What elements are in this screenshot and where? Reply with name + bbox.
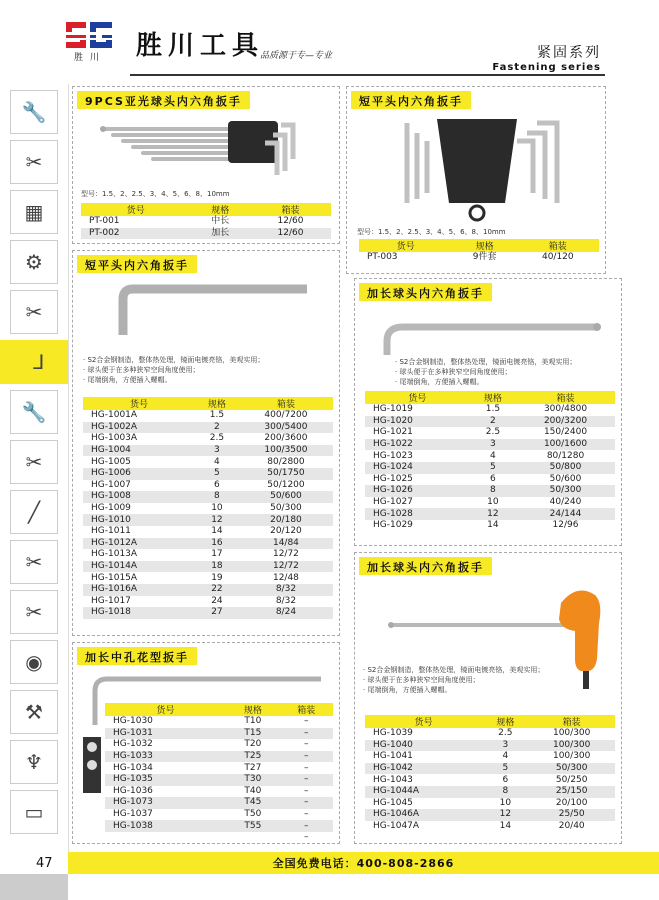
cell-spec: 10 xyxy=(487,497,499,508)
cell-spec: 2.5 xyxy=(209,433,225,444)
cell-item-no: HG-1012A xyxy=(83,538,195,550)
cell-spec: 24 xyxy=(211,595,223,606)
cell-pack: 40/240 xyxy=(549,497,582,508)
cell-item-no: HG-1041 xyxy=(373,751,413,762)
pliers-icon[interactable]: ✂ xyxy=(10,140,58,184)
cell-item-no: HG-1019 xyxy=(373,404,413,415)
cell-spec: 18 xyxy=(195,561,239,573)
cell-pack: – xyxy=(280,820,333,832)
table-row xyxy=(83,596,333,608)
product-panel-short-flat-set xyxy=(346,86,606,274)
cell-pack: 400/7200 xyxy=(264,410,308,421)
cell-pack: – xyxy=(304,809,309,820)
long-pliers-icon[interactable]: ✂ xyxy=(10,540,58,584)
table-row xyxy=(83,433,333,445)
cell-pack: 50/300 xyxy=(528,763,615,775)
cell-pack: 300/4800 xyxy=(543,404,588,415)
cell-spec: 4 xyxy=(490,450,496,461)
cell-pack: 14/84 xyxy=(239,538,333,550)
cell-pack: 50/600 xyxy=(549,473,582,484)
table-row xyxy=(105,774,333,786)
cell-spec: T27 xyxy=(244,762,262,773)
cell-item-no: HG-1043 xyxy=(373,774,413,785)
table-row xyxy=(105,797,333,809)
table-row xyxy=(105,809,333,821)
cell-pack: 50/250 xyxy=(555,774,588,785)
cell-pack: – xyxy=(304,762,309,773)
table-row xyxy=(365,809,615,821)
toolbox-icon[interactable]: ▭ xyxy=(10,790,58,834)
spec-table xyxy=(105,703,333,844)
table-row xyxy=(83,410,333,422)
table-row xyxy=(365,485,615,497)
col-header-pack: 箱装 xyxy=(250,203,331,216)
product-panel-torx xyxy=(72,642,340,844)
snips-icon[interactable]: ✂ xyxy=(10,590,58,634)
cell-pack: 12/60 xyxy=(277,216,304,227)
cell-item-no: HG-1039 xyxy=(373,728,413,739)
cell-item-no: HG-1037 xyxy=(113,809,153,820)
feature-note: · 尾端倒角，方便插入螺帽。 xyxy=(363,686,452,694)
table-row xyxy=(365,740,615,752)
cell-spec: 8 xyxy=(195,491,239,503)
table-row xyxy=(83,491,333,503)
cell-pack: 50/1200 xyxy=(267,479,305,490)
table-row xyxy=(83,607,333,619)
cell-pack: 20/120 xyxy=(270,526,302,537)
product-image xyxy=(107,281,317,341)
cell-spec: T30 xyxy=(226,774,279,786)
cell-item-no: HG-1030 xyxy=(113,716,153,727)
spec-table xyxy=(359,239,599,264)
panel-title: 短平头内六角扳手 xyxy=(351,91,471,109)
cell-spec: 3 xyxy=(482,740,528,752)
product-image xyxy=(387,113,577,223)
col-header-pack: 箱装 xyxy=(528,715,615,728)
table-row xyxy=(83,572,333,584)
cell-pack: 12/96 xyxy=(552,520,579,531)
cell-pack: 8/32 xyxy=(239,584,333,596)
cell-item-no: HG-1002A xyxy=(83,422,195,434)
table-row xyxy=(105,820,333,832)
cell-item-no: HG-1031 xyxy=(105,728,226,740)
cell-spec: 10 xyxy=(499,797,512,808)
col-header-item: 货号 xyxy=(365,391,470,404)
cell-spec: 5 xyxy=(470,462,516,474)
cell-spec: 2.5 xyxy=(498,728,513,739)
panel-title: 加长球头内六角扳手 xyxy=(359,557,492,575)
spec-table xyxy=(81,203,331,239)
table-row xyxy=(365,763,615,775)
cell-spec: T25 xyxy=(226,751,279,763)
panel-title: 短平头内六角扳手 xyxy=(77,255,197,273)
table-row xyxy=(365,728,615,740)
col-header-item: 货号 xyxy=(81,203,191,216)
table-row xyxy=(365,462,615,474)
cell-pack: 25/50 xyxy=(528,809,615,821)
cell-spec: T45 xyxy=(226,797,279,809)
cell-pack: 50/300 xyxy=(270,503,302,514)
cell-pack: 100/300 xyxy=(552,728,591,739)
cell-spec: T15 xyxy=(226,728,279,740)
hammer-icon[interactable]: ⚒ xyxy=(10,690,58,734)
torx-tip-detail-icon xyxy=(81,735,103,795)
cell-pack: 24/144 xyxy=(516,508,615,520)
cell-item-no: HG-1028 xyxy=(365,508,470,520)
table-row xyxy=(365,450,615,462)
pipe-wrench-icon[interactable]: 🔧 xyxy=(10,390,58,434)
cell-item-no: HG-1047A xyxy=(373,821,420,832)
cell-spec: 3 xyxy=(470,439,516,451)
cell-spec: 27 xyxy=(195,607,239,619)
table-row xyxy=(83,514,333,526)
col-header-spec: 规格 xyxy=(191,203,251,216)
col-header-spec: 规格 xyxy=(482,715,528,728)
cell-item-no: HG-1035 xyxy=(105,774,226,786)
cell-pack: 20/40 xyxy=(558,821,585,832)
cell-spec xyxy=(226,832,279,844)
cell-spec: 5 xyxy=(482,763,528,775)
cell-item-no: HG-1029 xyxy=(373,520,413,531)
cell-spec: 中长 xyxy=(211,216,230,227)
cell-pack: 80/2800 xyxy=(267,456,305,467)
cell-spec: 22 xyxy=(195,584,239,596)
cell-item-no: HG-1024 xyxy=(365,462,470,474)
table-row xyxy=(365,751,615,763)
table-row xyxy=(83,445,333,457)
panel-title: 加长中孔花型扳手 xyxy=(77,647,197,665)
col-header-pack: 箱装 xyxy=(280,703,333,716)
cell-pack: 12/72 xyxy=(239,561,333,573)
cell-spec: 8 xyxy=(470,485,516,497)
cell-spec: 16 xyxy=(195,538,239,550)
cell-spec: 10 xyxy=(211,503,223,514)
cell-spec: 2 xyxy=(470,416,516,428)
page-number: 47 xyxy=(36,856,53,871)
cell-spec: 12 xyxy=(470,508,516,520)
cell-pack: – xyxy=(280,797,333,809)
model-note: 型号：1.5、2、2.5、3、4、5、6、8、10mm xyxy=(81,190,230,198)
cell-spec: 加长 xyxy=(191,228,251,240)
spec-table xyxy=(365,391,615,532)
hex-key-icon[interactable]: ⅃ xyxy=(0,340,68,384)
cell-item-no: HG-1022 xyxy=(365,439,470,451)
category-sidebar xyxy=(0,84,68,844)
spec-table xyxy=(365,715,615,832)
feature-notes xyxy=(83,355,333,385)
cell-spec: 4 xyxy=(214,456,220,467)
cell-pack: 50/300 xyxy=(516,485,615,497)
col-header-spec: 规格 xyxy=(470,391,516,404)
cell-item-no: HG-1014A xyxy=(83,561,195,573)
cell-pack: 12/60 xyxy=(250,228,331,240)
table-row xyxy=(83,538,333,550)
table-row xyxy=(359,252,599,264)
table-row xyxy=(365,774,615,786)
cell-item-no: HG-1045 xyxy=(373,797,413,808)
cell-pack: 8/24 xyxy=(239,607,333,619)
product-image xyxy=(93,113,313,183)
cell-item-no: HG-1038 xyxy=(105,820,226,832)
cell-item-no: HG-1015A xyxy=(91,572,138,583)
cell-item-no: HG-1032 xyxy=(113,739,153,750)
series-title-cn: 紧固系列 xyxy=(537,45,601,61)
col-header-spec: 规格 xyxy=(226,703,279,716)
cell-item-no: HG-1044A xyxy=(365,786,482,798)
feature-note: · S2合金钢制造，整体热处理，镜面电镀亮铬，美观实用； xyxy=(83,356,265,364)
cell-pack: 40/120 xyxy=(541,252,574,263)
table-row xyxy=(105,716,333,728)
cell-item-no: PT-003 xyxy=(367,252,398,263)
col-header-pack: 箱装 xyxy=(516,391,615,404)
cell-spec: 6 xyxy=(214,479,220,490)
cell-item-no: HG-1042 xyxy=(365,763,482,775)
cell-pack: 8/32 xyxy=(275,595,297,606)
cell-spec: 3 xyxy=(195,445,239,457)
cell-spec: 8 xyxy=(482,786,528,798)
socket-set-icon[interactable]: ▦ xyxy=(10,190,58,234)
table-row xyxy=(83,503,333,515)
cell-item-no: HG-1006 xyxy=(83,468,195,480)
table-row xyxy=(105,739,333,751)
sidebar-divider xyxy=(68,84,69,854)
table-row xyxy=(105,751,333,763)
table-row xyxy=(83,480,333,492)
table-row xyxy=(365,497,615,509)
cell-pack: 100/3500 xyxy=(239,445,333,457)
cell-spec: 1.5 xyxy=(209,410,225,421)
cell-item-no: PT-002 xyxy=(81,228,191,240)
product-image xyxy=(373,315,603,363)
table-row xyxy=(83,561,333,573)
cell-item-no: HG-1013A xyxy=(91,549,138,560)
logo-subtext: 胜 川 xyxy=(74,53,101,63)
feature-note: · S2合金钢制造，整体热处理，镜面电镀亮铬，美观实用； xyxy=(363,666,545,674)
feature-note: · 尾端倒角，方便插入螺帽。 xyxy=(395,378,484,386)
cell-item-no: HG-1073 xyxy=(105,797,226,809)
feature-notes xyxy=(395,357,615,387)
table-row xyxy=(365,798,615,810)
cell-spec: 5 xyxy=(195,468,239,480)
cell-pack: 50/800 xyxy=(516,462,615,474)
cell-pack: – xyxy=(280,751,333,763)
cell-pack: 100/300 xyxy=(552,751,591,762)
cell-pack: – xyxy=(280,774,333,786)
cell-item-no: HG-1023 xyxy=(373,450,413,461)
cell-item-no: HG-1040 xyxy=(365,740,482,752)
col-header-item: 货号 xyxy=(365,715,482,728)
table-row xyxy=(365,821,615,833)
cell-item-no: HG-1017 xyxy=(91,595,131,606)
col-header-item: 货号 xyxy=(105,703,226,716)
cell-spec: T10 xyxy=(244,716,262,727)
panel-title: 加长球头内六角扳手 xyxy=(359,283,492,301)
cell-pack: 12/48 xyxy=(272,572,299,583)
page-header xyxy=(0,0,659,78)
table-row xyxy=(365,439,615,451)
table-row xyxy=(105,728,333,740)
feature-notes xyxy=(363,665,583,695)
ratchet-icon[interactable]: ⚙ xyxy=(10,240,58,284)
table-row xyxy=(83,526,333,538)
cell-item-no: HG-1008 xyxy=(83,491,195,503)
col-header-item: 货号 xyxy=(359,239,453,252)
cell-pack: 200/3600 xyxy=(264,433,308,444)
col-header-spec: 规格 xyxy=(453,239,517,252)
cell-item-no: HG-1016A xyxy=(83,584,195,596)
cell-pack: 20/100 xyxy=(555,797,588,808)
table-row xyxy=(365,404,615,416)
wrench-icon[interactable]: 🔧 xyxy=(10,90,58,134)
page-footer xyxy=(0,852,659,900)
cell-pack: 20/180 xyxy=(239,514,333,526)
cell-pack: – xyxy=(304,832,309,843)
cell-item-no: HG-1003A xyxy=(91,433,138,444)
cell-item-no: HG-1025 xyxy=(373,473,413,484)
tape-measure-icon[interactable]: ◉ xyxy=(10,640,58,684)
cell-pack: – xyxy=(304,785,309,796)
cell-pack: 80/1280 xyxy=(546,450,585,461)
slogan: 品质源于专—专业 xyxy=(260,51,333,61)
cell-pack: 150/2400 xyxy=(543,427,588,438)
table-row xyxy=(365,416,615,428)
cell-pack: 50/1750 xyxy=(239,468,333,480)
table-row xyxy=(81,216,331,228)
brand-logo xyxy=(62,18,126,64)
cell-spec: 2.5 xyxy=(485,427,501,438)
product-panel-long-ball-hex xyxy=(354,278,622,546)
hotline-bar xyxy=(68,852,659,874)
cell-pack: – xyxy=(304,716,309,727)
cell-pack: – xyxy=(280,728,333,740)
table-row xyxy=(81,228,331,240)
cell-item-no: HG-1033 xyxy=(105,751,226,763)
cell-spec: T55 xyxy=(226,820,279,832)
table-row xyxy=(83,549,333,561)
cell-spec: 9件套 xyxy=(472,252,497,263)
table-row xyxy=(365,786,615,798)
cell-item-no: PT-001 xyxy=(89,216,120,227)
series-title-en: Fastening series xyxy=(492,62,601,73)
spec-table xyxy=(83,397,333,619)
cell-item-no: HG-1001A xyxy=(91,410,138,421)
cell-pack: 12/72 xyxy=(272,549,299,560)
col-header-pack: 箱装 xyxy=(239,397,333,410)
cell-item-no: HG-1027 xyxy=(373,497,413,508)
col-header-spec: 规格 xyxy=(195,397,239,410)
feature-note: · 球头便于在多种狭窄空间角度使用； xyxy=(363,676,480,684)
cell-spec: 12 xyxy=(195,514,239,526)
cell-pack: 200/3200 xyxy=(516,416,615,428)
hotline-text: 全国免费电话：400-808-2866 xyxy=(272,857,455,870)
cell-spec: 6 xyxy=(502,774,509,785)
cell-item-no: HG-1010 xyxy=(83,514,195,526)
product-panel-short-flat-hex xyxy=(72,250,340,636)
cell-spec: T50 xyxy=(244,809,262,820)
feature-note: · S2合金钢制造，整体热处理，镜面电镀亮铬，美观实用； xyxy=(395,358,577,366)
table-row xyxy=(83,468,333,480)
cell-item-no: HG-1036 xyxy=(113,785,153,796)
table-row xyxy=(365,427,615,439)
cell-item-no: HG-1005 xyxy=(91,456,131,467)
bolt-cutter-icon[interactable]: ✂ xyxy=(10,290,58,334)
col-header-item: 货号 xyxy=(83,397,195,410)
table-row xyxy=(365,508,615,520)
cell-item-no: HG-1007 xyxy=(91,479,131,490)
model-note: 型号：1.5、2、2.5、3、4、5、6、8、10mm xyxy=(357,228,506,236)
cell-spec: 1.5 xyxy=(485,404,501,415)
table-row xyxy=(105,832,333,844)
cell-item-no: HG-1004 xyxy=(83,445,195,457)
feature-note: · 球头便于在多种狭窄空间角度使用； xyxy=(395,368,512,376)
table-row xyxy=(83,584,333,596)
cell-item-no: HG-1011 xyxy=(91,526,131,537)
brand-name: 胜川工具 xyxy=(136,31,265,61)
feature-note: · 球头便于在多种狭窄空间角度使用； xyxy=(83,366,200,374)
feature-note: · 尾端倒角，方便插入螺帽。 xyxy=(83,376,172,384)
footer-gray-block xyxy=(0,874,68,900)
cell-item-no: HG-1020 xyxy=(365,416,470,428)
panel-title: 9PCS亚光球头内六角扳手 xyxy=(77,91,250,109)
product-panel-t-handle-hex xyxy=(354,552,622,844)
table-row xyxy=(365,520,615,532)
cell-pack: – xyxy=(304,739,309,750)
cell-item-no: HG-1009 xyxy=(91,503,131,514)
cell-spec: T20 xyxy=(244,739,262,750)
table-row xyxy=(365,474,615,486)
cell-item-no xyxy=(105,832,226,844)
cell-item-no: HG-1046A xyxy=(365,809,482,821)
cell-spec: 12 xyxy=(482,809,528,821)
cell-spec: 6 xyxy=(490,473,496,484)
table-row xyxy=(83,456,333,468)
cell-pack: 25/150 xyxy=(528,786,615,798)
cell-spec: 19 xyxy=(211,572,223,583)
cell-spec: 14 xyxy=(499,821,512,832)
product-panel-9pcs-ball-hex xyxy=(72,86,340,244)
cell-item-no: HG-1021 xyxy=(373,427,413,438)
cell-pack: 100/300 xyxy=(528,740,615,752)
header-divider xyxy=(130,74,605,76)
cell-spec: 17 xyxy=(211,549,223,560)
cell-spec: 14 xyxy=(211,526,223,537)
col-header-pack: 箱装 xyxy=(517,239,599,252)
cell-spec: 14 xyxy=(487,520,499,531)
cell-item-no: HG-1034 xyxy=(113,762,153,773)
cell-spec: 2 xyxy=(195,422,239,434)
screwdriver-icon[interactable]: ╱ xyxy=(10,490,58,534)
crimper-icon[interactable]: ✂ xyxy=(10,440,58,484)
cell-pack: 50/600 xyxy=(239,491,333,503)
cell-spec: 4 xyxy=(502,751,509,762)
cell-item-no: HG-1018 xyxy=(83,607,195,619)
cell-pack: 100/1600 xyxy=(516,439,615,451)
cell-item-no: HG-1026 xyxy=(365,485,470,497)
table-row xyxy=(105,786,333,798)
cell-spec: T40 xyxy=(244,785,262,796)
table-row xyxy=(105,762,333,774)
table-row xyxy=(83,422,333,434)
cell-pack: 300/5400 xyxy=(239,422,333,434)
puller-icon[interactable]: ♆ xyxy=(10,740,58,784)
